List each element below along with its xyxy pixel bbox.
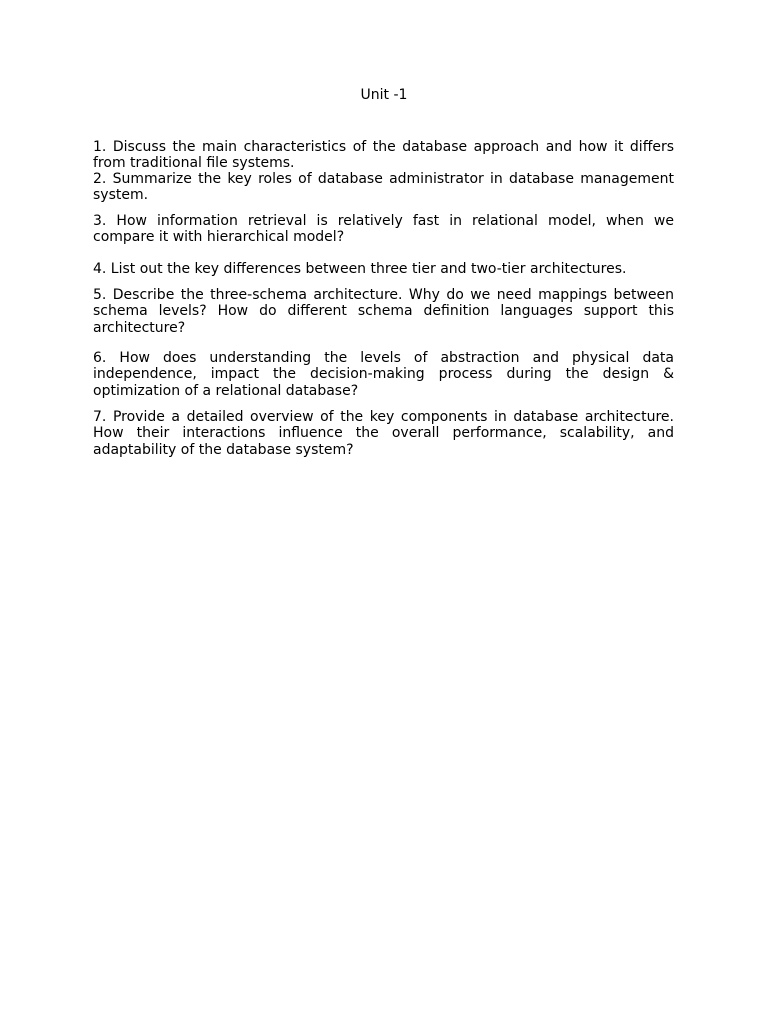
question-7: 7. Provide a detailed overview of the key components in database architecture. How their interactions influence the overall performance, scalability, and adaptability of the database system? <box>93 409 674 458</box>
page-title: Unit -1 <box>360 87 408 103</box>
question-6: 6. How does understanding the levels of abstraction and physical data independence, impact the decision-making process during the design & optimization of a relational database? <box>93 350 674 399</box>
question-2: 2. Summarize the key roles of database administrator in database management system. <box>93 171 674 204</box>
question-4: 4. List out the key differences between three tier and two-tier architectures. <box>93 261 627 277</box>
question-5: 5. Describe the three-schema architecture. Why do we need mappings between schema levels? How do different schema definition languages support this architecture? <box>93 287 674 336</box>
question-3: 3. How information retrieval is relatively fast in relational model, when we compare it with hierarchical model? <box>93 213 674 246</box>
question-1: 1. Discuss the main characteristics of the database approach and how it differs from traditional file systems. <box>93 139 674 172</box>
